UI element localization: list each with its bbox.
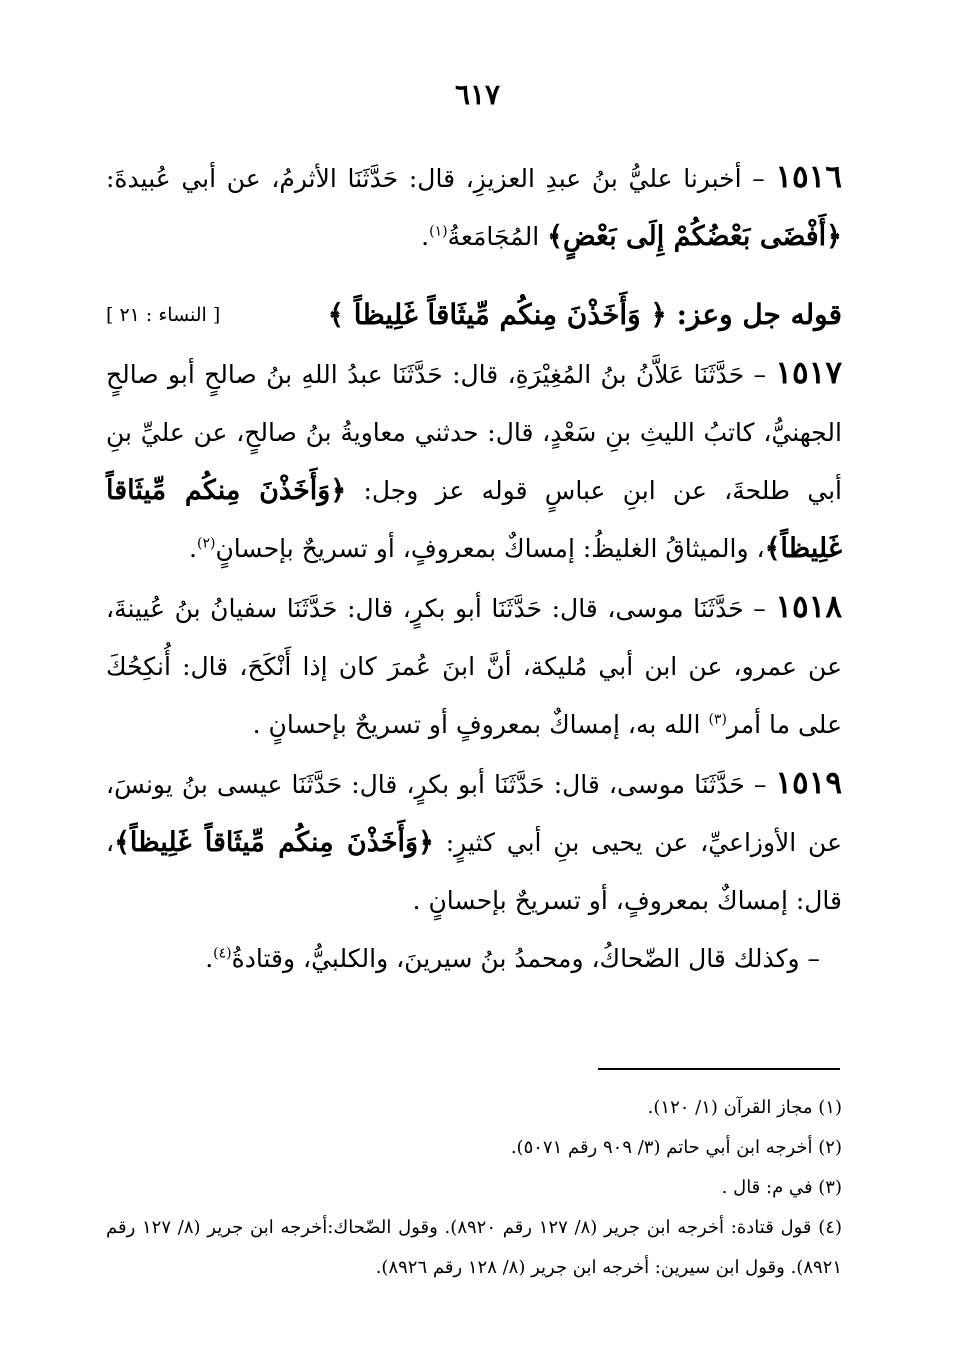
footnote-1: (١) مجاز القرآن (١/ ١٢٠). (647, 1097, 842, 1118)
entry-text: . (189, 534, 197, 563)
closing-end: . (205, 944, 214, 973)
footnotes (106, 1088, 842, 1288)
footnote-ref: (٤) (213, 945, 232, 962)
quran-quote: ﴿وَأَخَذْنَ مِنكُم مِّيثَاقاً غَلِيظاً﴾ (114, 827, 434, 858)
entry-number: ١٥١٦ (775, 159, 842, 195)
entry-text: . (421, 222, 430, 251)
footnote-2: (٢) أخرجه ابن أبي حاتم (٣/ ٩٠٩ رقم ٥٠٧١). (510, 1137, 842, 1158)
footnote-ref: (٣) (708, 711, 727, 728)
closing-text: – وكذلك قال الضّحاكُ، ومحمدُ بنُ سيرينَ، والكلبيُّ، وقتادةُ (231, 944, 820, 973)
main-text (106, 148, 842, 988)
footnote-ref: (٢) (196, 535, 216, 552)
quran-quote: ﴿وَأَخَذْنَ مِنكُم مِّيثَاقاً غَلِيظاً﴾ (106, 475, 842, 564)
entry-1516 (106, 148, 842, 266)
heading-verse: ﴿ وَأَخَذْنَ مِنكُم مِّيثَاقاً غَلِيظاً ﴾ (327, 298, 667, 331)
entry-1518 (106, 578, 842, 754)
entry-number: ١٥١٧ (775, 355, 842, 391)
entry-text: المُجَامَعةُ (447, 222, 548, 251)
entry-dash: – (744, 770, 776, 799)
section-heading (106, 286, 842, 344)
entry-text: الله به، إمساكٌ بمعروفٍ أو تسريحٌ بإحسانٍ . (252, 710, 709, 739)
heading-reference: [ النساء : ٢١ ] (106, 304, 221, 326)
quran-quote: ﴿أَفْضَى بَعْضُكُمْ إِلَى بَعْضٍ﴾ (547, 221, 842, 252)
footnote-ref: (١) (429, 223, 448, 240)
entry-dash: – (741, 164, 776, 193)
footnote-3: (٣) في م: قال . (721, 1177, 842, 1198)
entry-text: ، قال: إمساكٌ بمعروفٍ، أو تسريحٌ بإحسانٍ . (106, 828, 842, 915)
entry-text: ، والميثاقُ الغليظُ: إمساكٌ بمعروفٍ، أو تسريحٌ بإحسانٍ (215, 534, 765, 563)
footnote-4: (٤) قول قتادة: أخرجه ابن جرير (٨/ ١٢٧ رقم ٨٩٢٠). وقول الضّحاك:أخرجه ابن جرير (٨/ ١٢٧ رقم ٨٩٢١). وقول ابن سيرين: أخرجه ابن جرير (٨/ ١٢٨ رقم ٨٩٢٦). (106, 1217, 842, 1278)
entry-1517 (106, 344, 842, 578)
entry-text: أخبرنا عليُّ بنُ عبدِ العزيزِ، قال: حَدَّثَنَا الأثرمُ، عن أبي عُبيدةَ: (106, 164, 742, 193)
page-number: ٦١٧ (454, 78, 501, 111)
footnote-divider (598, 1068, 840, 1070)
entry-1519 (106, 754, 842, 930)
entry-text: حَدَّثَنَا موسى، قال: حَدَّثَنَا أبو بكرٍ، قال: حَدَّثَنَا سفيانُ بنُ عُيينةَ، عن عمرو، عن ابن أبي مُليكة، أنَّ ابنَ عُمرَ كان إذا أَنْكَحَ، قال: أُنكِحُكَ على ما أمر (106, 594, 842, 739)
heading-label: قوله جل وعز: (666, 298, 842, 331)
entry-number: ١٥١٩ (775, 765, 842, 801)
closing-paragraph (106, 930, 842, 988)
entry-text: حَدَّثَنَا موسى، قال: حَدَّثَنَا أبو بكرٍ، قال: حَدَّثَنَا عيسى بنُ يونسَ، عن الأوزاعيِّ، عن يحيى بنِ أبي كثيرٍ: (106, 770, 842, 857)
entry-dash: – (743, 594, 776, 623)
entry-dash: – (744, 360, 776, 389)
entry-text: حَدَّثَنَا عَلاَّنُ بنُ المُغِيْرَةِ، قال: حَدَّثَنَا عبدُ اللهِ بنُ صالحٍ أبو صالحٍ الجهنيُّ، كاتبُ الليثِ بنِ سَعْدٍ، قال: حدثني معاويةُ بنُ صالحٍ، عن عليِّ بنِ أبي طلحةَ، عن ابنِ عباسٍ قوله عز وجل: (106, 360, 842, 505)
entry-number: ١٥١٨ (775, 589, 842, 625)
